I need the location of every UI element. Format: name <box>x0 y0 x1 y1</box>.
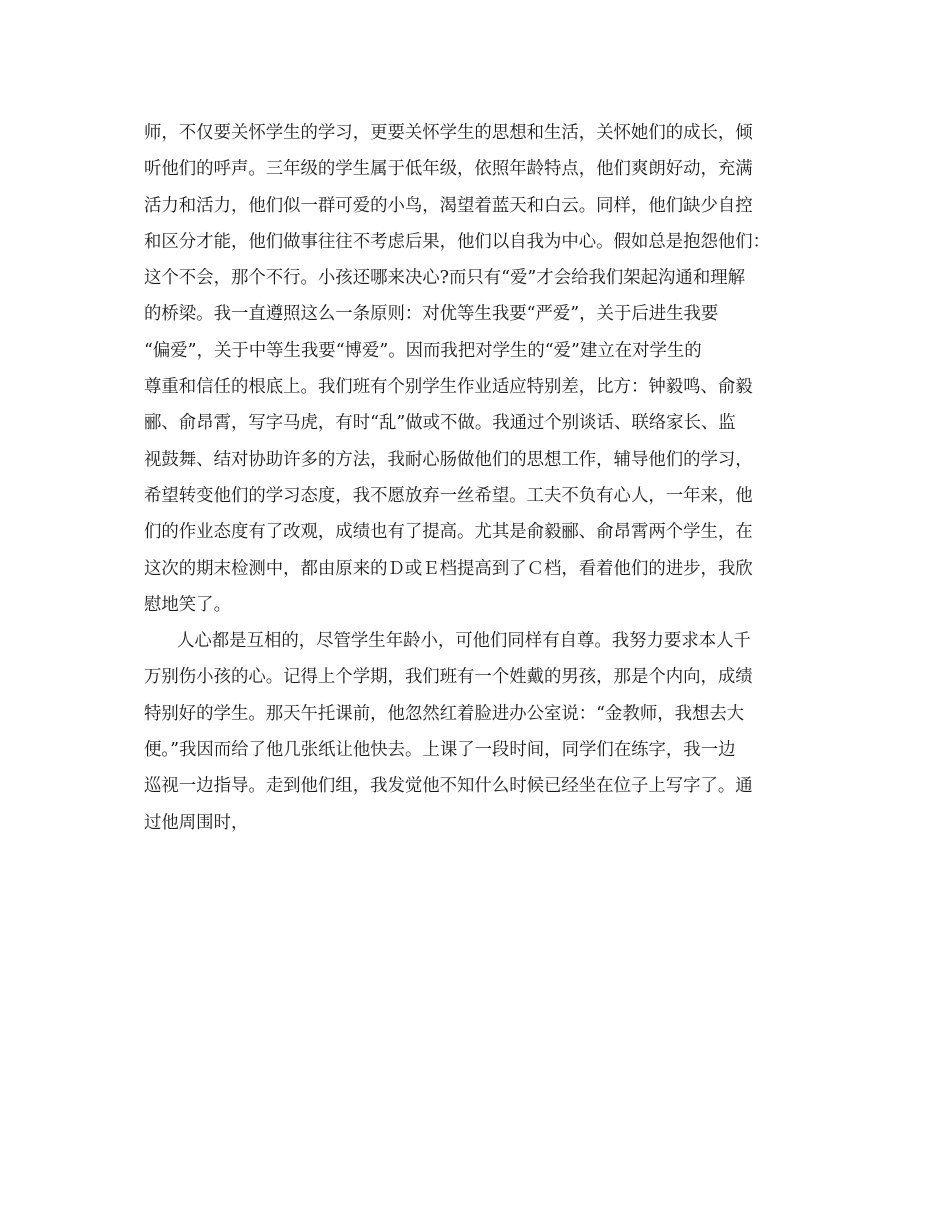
text-line: 万别伤小孩的心。记得上个学期，我们班有一个姓戴的男孩，那是个内向，成绩 <box>144 667 753 688</box>
text-line: 希望转变他们的学习态度，我不愿放弃一丝希望。工夫不负有心人，一年来，他 <box>144 485 753 506</box>
paragraph-first-line: 人心都是互相的，尽管学生年龄小，可他们同样有自尊。我努力要求本人千 <box>177 631 751 652</box>
text-line: 特别好的学生。那天午托课前，他忽然红着脸进办公室说：“金教师，我想去大 <box>144 703 745 724</box>
text-line: 便。”我因而给了他几张纸让他快去。上课了一段时间，同学们在练字，我一边 <box>144 740 736 761</box>
text-line: 视鼓舞、结对协助许多的方法，我耐心肠做他们的思想工作，辅导他们的学习， <box>144 449 753 470</box>
text-line: 师，不仅要关怀学生的学习，更要关怀学生的思想和生活，关怀她们的成长，倾 <box>144 123 753 143</box>
text-line: 巡视一边指导。走到他们组，我发觉他不知什么时候已经坐在位子上写字了。通 <box>144 776 753 797</box>
text-line: 过他周围时， <box>144 812 249 833</box>
text-line: “偏爱”，关于中等生我要“博爱”。因而我把对学生的“爱”建立在对学生的 <box>144 340 702 361</box>
text-line: 的桥梁。我一直遵照这么一条原则：对优等生我要“严爱”，关于后进生我要 <box>144 304 719 325</box>
text-line: 们的作业态度有了改观，成绩也有了提高。尤其是俞毅郦、俞昂霄两个学生，在 <box>144 522 753 543</box>
text-line: 听他们的呼声。三年级的学生属于低年级，依照年龄特点，他们爽朗好动，充满 <box>144 159 753 180</box>
text-line: 郦、俞昂霄，写字马虎，有时“乱”做或不做。我通过个别谈话、联络家长、监 <box>144 413 736 434</box>
text-line: 和区分才能，他们做事往往不考虑后果，他们以自我为中心。假如总是抱怨他们： <box>144 231 771 252</box>
text-line: 这次的期末检测中，都由原来的Ｄ或Ｅ档提高到了Ｃ档，看着他们的进步，我欣 <box>144 558 753 579</box>
text-line: 这个不会，那个不行。小孩还哪来决心?而只有“爱”才会给我们架起沟通和理解 <box>144 268 745 289</box>
text-line: 慰地笑了。 <box>144 594 231 615</box>
body-text <box>144 115 808 841</box>
text-line: 活力和活力，他们似一群可爱的小鸟，渴望着蓝天和白云。同样，他们缺少自控 <box>144 195 753 216</box>
text-line: 尊重和信任的根底上。我们班有个别学生作业适应特别差，比方：钟毅鸣、俞毅 <box>144 377 753 398</box>
